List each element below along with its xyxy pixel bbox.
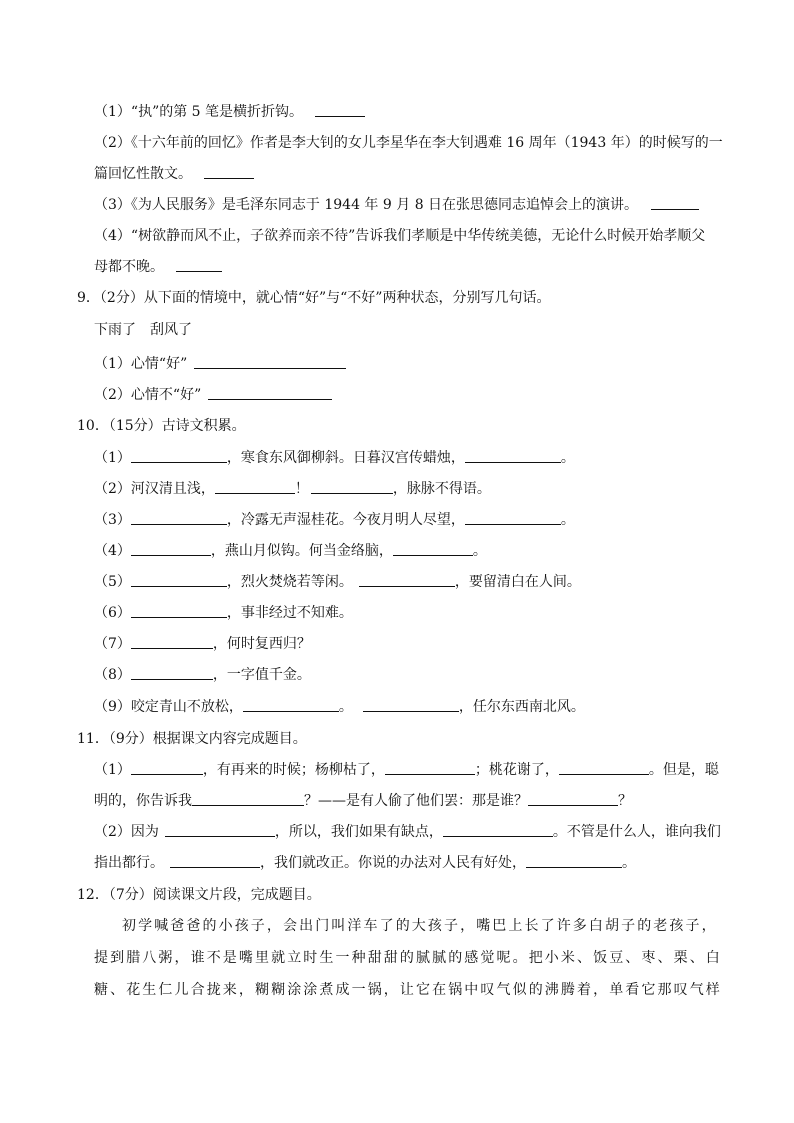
q8-item4-line2 (94, 257, 222, 277)
answer-blank[interactable] (165, 822, 275, 837)
q10-l6-text: ，事非经过不知难。 (226, 605, 353, 621)
q12-stem-text: 12．（7分）阅读课文片段，完成题目。 (77, 887, 321, 903)
q10-l5-text: ，烈火焚烧若等闲。 (226, 574, 353, 590)
answer-blank[interactable] (131, 510, 227, 525)
q10-line6 (94, 603, 353, 623)
q10-l4-label: （4） (94, 543, 131, 559)
q10-l7-text: ，何时复西归？ (212, 636, 311, 652)
q10-line5 (94, 572, 581, 592)
answer-blank[interactable] (176, 257, 222, 272)
answer-blank[interactable] (465, 448, 561, 463)
q10-l2-mid: ！ (294, 481, 309, 497)
q11-line-b (94, 791, 632, 811)
q8-item2-line2 (94, 164, 254, 184)
answer-blank[interactable] (170, 853, 260, 868)
answer-blank[interactable] (465, 510, 561, 525)
q10-l1-label: （1） (94, 450, 131, 466)
answer-blank[interactable] (443, 822, 553, 837)
answer-blank[interactable] (208, 385, 332, 400)
answer-blank[interactable] (131, 603, 227, 618)
q11-c-text2: 。不管是什么人，谁向我们 (552, 824, 721, 840)
q8-item1 (94, 102, 365, 122)
q10-stem (77, 416, 246, 436)
answer-blank[interactable] (204, 164, 254, 179)
q12-passage-text: 初学喊爸爸的小孩子，会出门叫洋车了的大孩子，嘴巴上长了许多白胡子的老孩子， (122, 918, 718, 934)
q10-l3-text: ，冷露无声湿桂花。今夜月明人尽望， (226, 512, 465, 528)
q8-item1-text: （1）“执”的第 5 笔是横折折钩。 (94, 104, 304, 120)
q10-l1-end: 。 (560, 450, 575, 466)
answer-blank[interactable] (393, 541, 473, 556)
answer-blank[interactable] (131, 448, 227, 463)
q11-stem (77, 729, 307, 749)
q11-b-text2: ？——是有人偷了他们罢：那是谁？ (304, 793, 528, 809)
q12-stem (77, 885, 321, 905)
q10-line2 (94, 479, 491, 499)
q8-item3 (94, 195, 699, 215)
q11-d-text1: 指出都行。 (94, 855, 164, 871)
q12-passage-line1 (122, 916, 718, 936)
q9-item2-text: （2）心情不“好” (94, 387, 202, 403)
q10-l4-text: ，燕山月似钩。何当金络脑， (210, 543, 393, 559)
q10-l5-end: ，要留清白在人间。 (454, 574, 581, 590)
q8-item3-text: （3）《为人民服务》是毛泽东同志于 1944 年 9 月 8 日在张思德同志追悼会上的演讲。 (94, 197, 639, 213)
q11-a-text1: ，有再来的时候；杨柳枯了， (202, 762, 385, 778)
q10-l6-label: （6） (94, 605, 131, 621)
q10-line4 (94, 541, 487, 561)
q11-a-text3: 。但是，聪 (648, 762, 719, 778)
answer-blank[interactable] (526, 853, 622, 868)
q10-l8-text: ，一字值千金。 (212, 667, 311, 683)
answer-blank[interactable] (651, 195, 699, 210)
answer-blank[interactable] (131, 760, 203, 775)
q12-passage-line3 (94, 980, 722, 1000)
answer-blank[interactable] (528, 791, 618, 806)
answer-blank[interactable] (243, 697, 339, 712)
answer-blank[interactable] (194, 354, 346, 369)
q9-scenes-text: 下雨了 刮风了 (94, 322, 192, 338)
q11-a-label: （1） (94, 762, 131, 778)
q10-l2-label: （2）河汉清且浅， (94, 481, 215, 497)
q8-item4-text: （4）“树欲静而风不止，子欲养而亲不待”告诉我们孝顺是中华传统美德，无论什么时候开始孝顺父 (94, 228, 706, 244)
q11-b-end: ？ (618, 793, 632, 809)
q12-passage-text: 提到腊八粥，谁不是嘴里就立时生一种甜甜的腻腻的感觉呢。把小米、饭豆、枣、栗、白 (94, 950, 722, 966)
q10-l2-text: ，脉脉不得语。 (392, 481, 491, 497)
q9-stem-text: 9．（2分）从下面的情境中，就心情“好”与“不好”两种状态，分别写几句话。 (77, 290, 551, 306)
q11-stem-text: 11．（9分）根据课文内容完成题目。 (77, 731, 307, 747)
q10-l3-end: 。 (560, 512, 575, 528)
q10-line3 (94, 510, 575, 530)
q8-item2-text-cont: 篇回忆性散文。 (94, 166, 192, 182)
q10-l1-text: ，寒食东风御柳斜。日暮汉宫传蜡烛， (226, 450, 465, 466)
answer-blank[interactable] (315, 102, 365, 117)
q10-line9 (94, 697, 585, 717)
answer-blank[interactable] (363, 697, 459, 712)
answer-blank[interactable] (192, 791, 304, 806)
answer-blank[interactable] (131, 541, 211, 556)
q9-scenes (94, 320, 192, 340)
answer-blank[interactable] (385, 760, 475, 775)
q10-line7 (94, 634, 311, 654)
answer-blank[interactable] (559, 760, 649, 775)
q10-l9-label: （9）咬定青山不放松， (94, 699, 243, 715)
q10-line8 (94, 665, 311, 685)
q12-passage-text: 糖、花生仁儿合拢来，糊糊涂涂煮成一锅，让它在锅中叹气似的沸腾着，单看它那叹气样 (94, 982, 722, 998)
q10-l9-text: ，任尔东西南北风。 (458, 699, 585, 715)
q11-a-text2: ；桃花谢了， (474, 762, 559, 778)
q11-d-end: 。 (622, 855, 636, 871)
q11-c-label: （2）因为 (94, 824, 159, 840)
q10-l4-end: 。 (472, 543, 487, 559)
q9-item2 (94, 385, 332, 405)
q10-stem-text: 10．（15分）古诗文积累。 (77, 418, 246, 434)
q10-l9-mid: 。 (338, 699, 353, 715)
q9-item1 (94, 354, 346, 374)
answer-blank[interactable] (359, 572, 455, 587)
q8-item4-text-cont: 母都不晚。 (94, 259, 164, 275)
q10-line1 (94, 448, 575, 468)
q12-passage-line2 (94, 948, 722, 968)
answer-blank[interactable] (131, 634, 213, 649)
q8-item2-text: （2）《十六年前的回忆》作者是李大钊的女儿李星华在李大钊遇难 16 周年（1943 年）的时候写的一 (94, 135, 723, 151)
answer-blank[interactable] (215, 479, 295, 494)
answer-blank[interactable] (131, 572, 227, 587)
q10-l3-label: （3） (94, 512, 131, 528)
q9-stem (77, 288, 550, 308)
q11-d-text2: ，我们就改正。你说的办法对人民有好处， (260, 855, 526, 871)
answer-blank[interactable] (131, 665, 213, 680)
q11-line-a (94, 760, 719, 780)
q10-l5-label: （5） (94, 574, 131, 590)
q11-line-d (94, 853, 636, 873)
q8-item2-line1 (94, 133, 723, 153)
q11-line-c (94, 822, 721, 842)
q9-item1-text: （1）心情“好” (94, 356, 188, 372)
q8-item4-line1 (94, 226, 705, 246)
q10-l8-label: （8） (94, 667, 131, 683)
q10-l7-label: （7） (94, 636, 131, 652)
answer-blank[interactable] (311, 479, 393, 494)
q11-b-text1: 明的，你告诉我 (94, 793, 192, 809)
q11-c-text1: ，所以，我们如果有缺点， (274, 824, 443, 840)
